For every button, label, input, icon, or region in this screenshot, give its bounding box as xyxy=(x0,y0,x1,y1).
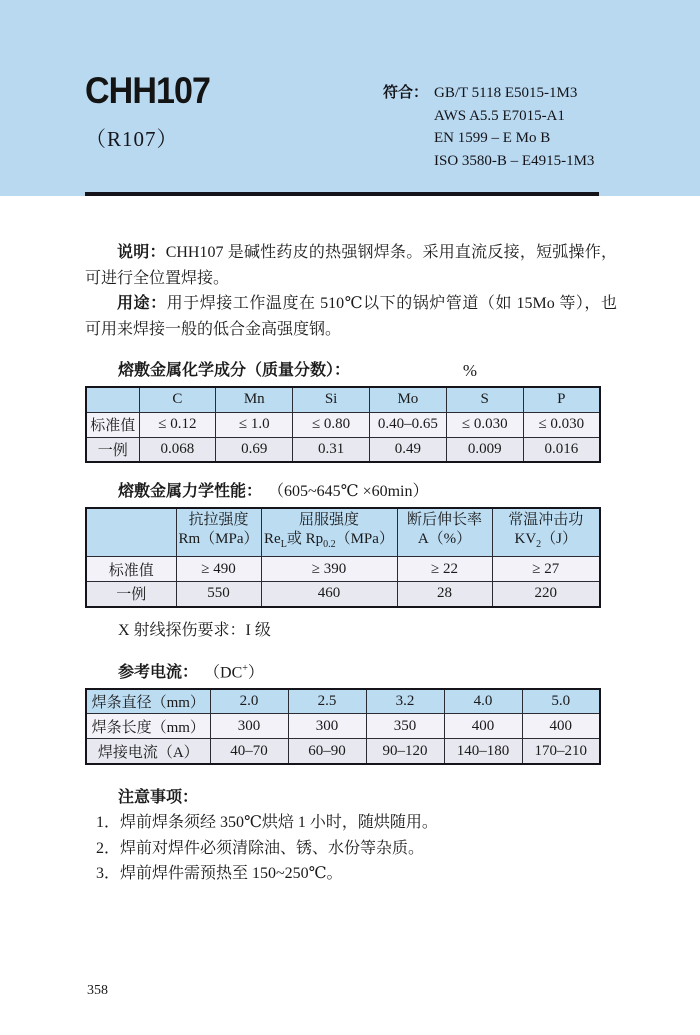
row-label: 标准值 xyxy=(86,412,139,437)
xray-note: X 射线探伤要求：I 级 xyxy=(118,621,271,639)
cell: ≤ 0.030 xyxy=(523,412,600,437)
chem-col: S xyxy=(446,387,523,412)
cell: 170–210 xyxy=(522,739,600,764)
table-row xyxy=(86,412,600,437)
notes-section xyxy=(85,785,615,887)
page-number: 358 xyxy=(87,983,108,998)
cell: 550 xyxy=(176,582,261,607)
mechanical-section-header xyxy=(118,481,615,503)
cell: 28 xyxy=(397,582,492,607)
cell: ≥ 22 xyxy=(397,557,492,582)
chem-col: Mn xyxy=(216,387,293,412)
cell: ≥ 390 xyxy=(261,557,397,582)
cell: ≥ 490 xyxy=(176,557,261,582)
header-rule xyxy=(85,192,599,196)
mech-col-impact: 常温冲击功 $KV_2(J)$ xyxy=(492,508,600,557)
mech-col-elongation: 断后伸长率 A（%） xyxy=(397,508,492,557)
cell: 0.31 xyxy=(293,437,370,462)
cell: 140–180 xyxy=(444,739,522,764)
row-label: 一例 xyxy=(86,582,176,607)
mech-col-tensile: 抗拉强度 Rm（MPa） xyxy=(176,508,261,557)
standards-list xyxy=(434,82,594,172)
note-item: 2．焊前对焊件必须清除油、锈、水份等杂质。 xyxy=(96,839,425,857)
mechanical-table-title: 熔敷金属力学性能： xyxy=(118,483,263,500)
chem-col: Si xyxy=(293,387,370,412)
table-row xyxy=(86,739,600,764)
row-label: 焊条长度（mm） xyxy=(86,714,210,739)
page-header xyxy=(0,0,700,196)
row-label: 焊条直径（mm） xyxy=(86,689,210,714)
mechanical-condition: （605~645℃ ×60min） xyxy=(268,483,429,500)
cell: 350 xyxy=(366,714,444,739)
page-body xyxy=(0,240,700,887)
usage-paragraph xyxy=(85,291,617,342)
blank-cell xyxy=(86,508,176,557)
chem-col: P xyxy=(523,387,600,412)
cell: 400 xyxy=(444,714,522,739)
cell: 40–70 xyxy=(210,739,288,764)
cell: ≤ 1.0 xyxy=(216,412,293,437)
cell: 0.49 xyxy=(369,437,446,462)
current-table-title: 参考电流： xyxy=(118,663,199,681)
current-section-header xyxy=(118,658,615,684)
diameter-value: 2.5 xyxy=(288,689,366,714)
cell: 300 xyxy=(288,714,366,739)
cell: ≤ 0.030 xyxy=(446,412,523,437)
product-code: CHH107 xyxy=(85,70,211,111)
row-label: 一例 xyxy=(86,437,139,462)
standards-label: 符合： xyxy=(383,84,429,101)
standards-block xyxy=(383,82,594,172)
current-table xyxy=(85,688,601,765)
usage-label: 用途： xyxy=(117,295,167,312)
cell: 300 xyxy=(210,714,288,739)
chem-col: Mo xyxy=(369,387,446,412)
standard-line: EN 1599 – E Mo B xyxy=(434,130,551,146)
chemical-unit: % xyxy=(462,361,477,380)
description-text: CHH107 是碱性药皮的热强钢焊条。采用直流反接，短弧操作，可进行全位置焊接。 xyxy=(85,244,617,287)
title-block xyxy=(85,72,221,153)
row-label: 焊接电流（A） xyxy=(86,739,210,764)
table-header-row xyxy=(86,508,600,557)
note-item: 1．焊前焊条须经 350℃烘焙 1 小时，随烘随用。 xyxy=(96,814,438,832)
cell: 0.068 xyxy=(139,437,216,462)
diameter-value: 5.0 xyxy=(522,689,600,714)
chemical-table-title: 熔敷金属化学成分（质量分数）： xyxy=(118,362,351,379)
product-alias: （R107） xyxy=(85,127,179,151)
note-item: 3．焊前焊件需预热至 150~250℃。 xyxy=(96,865,343,883)
cell: ≤ 0.80 xyxy=(293,412,370,437)
chemical-section-header xyxy=(118,360,477,382)
table-row xyxy=(86,582,600,607)
table-header-row xyxy=(86,689,600,714)
chem-col: C xyxy=(139,387,216,412)
cell: 90–120 xyxy=(366,739,444,764)
mech-col-yield: 屈服强度 $Re_L$或 $Rp_{0.2}(MPa)$ xyxy=(261,508,397,557)
current-condition: （DC+） xyxy=(204,662,264,681)
cell: ≥ 27 xyxy=(492,557,600,582)
description-paragraph xyxy=(85,240,617,291)
diameter-value: 2.0 xyxy=(210,689,288,714)
standard-line: AWS A5.5 E7015-A1 xyxy=(434,107,565,124)
cell: 0.009 xyxy=(446,437,523,462)
cell: 220 xyxy=(492,582,600,607)
usage-text: 用于焊接工作温度在 510℃以下的锅炉管道（如 15Mo 等），也可用来焊接一般的低合金高强度钢。 xyxy=(85,295,617,338)
cell: ≤ 0.12 xyxy=(139,412,216,437)
diameter-value: 4.0 xyxy=(444,689,522,714)
description-label: 说明： xyxy=(117,244,166,261)
cell: 460 xyxy=(261,582,397,607)
table-header-row xyxy=(86,387,600,412)
chemical-table xyxy=(85,386,601,463)
blank-cell xyxy=(86,387,139,412)
notes-title: 注意事项： xyxy=(118,788,199,806)
cell: 0.69 xyxy=(216,437,293,462)
mechanical-table xyxy=(85,507,601,608)
diameter-value: 3.2 xyxy=(366,689,444,714)
row-label: 标准值 xyxy=(86,557,176,582)
cell: 60–90 xyxy=(288,739,366,764)
cell: 0.016 xyxy=(523,437,600,462)
standard-line: GB/T 5118 E5015-1M3 xyxy=(434,85,578,101)
standard-line: ISO 3580-B – E4915-1M3 xyxy=(434,152,595,169)
table-row xyxy=(86,557,600,582)
cell: 0.40–0.65 xyxy=(369,412,446,437)
table-row xyxy=(86,437,600,462)
cell: 400 xyxy=(522,714,600,739)
table-row xyxy=(86,714,600,739)
